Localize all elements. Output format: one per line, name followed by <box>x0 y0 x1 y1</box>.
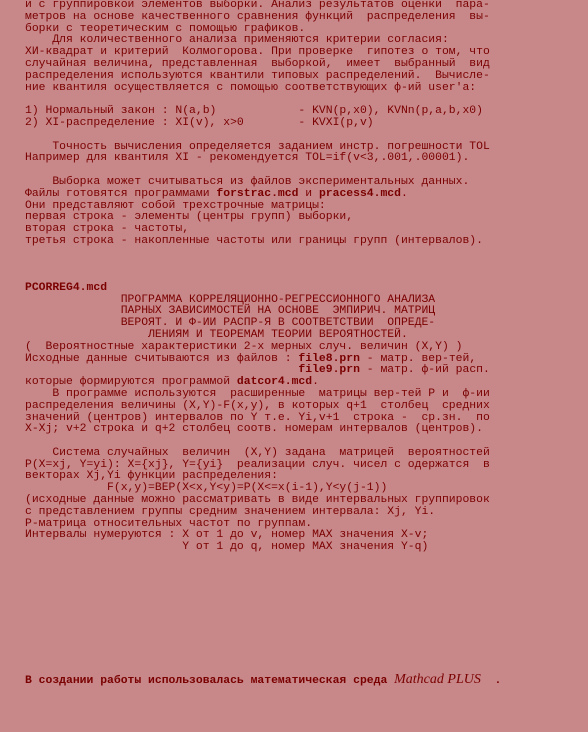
program-name-datcor4: datcor4.mcd <box>236 376 313 389</box>
text-line: (исходные данные можно рассматривать в виде интервальных группировок <box>25 494 490 507</box>
method-description-block <box>25 389 588 554</box>
intro-text-block <box>25 0 588 189</box>
text-line: Выборка может считываться из файлов экспериментальных данных. <box>25 175 470 188</box>
text-line: 2) XI-распределение : XI(v), x>0 - KVXI(p,v) <box>25 116 374 129</box>
text-line: Точность вычисления определяется заданием инстр. погрешности TOL <box>25 140 490 153</box>
text-line: распределения используются квантили типовых распределений. Вычисле- <box>25 69 490 82</box>
text-line: борки с теоретическим с помощью графиков. <box>25 22 306 35</box>
text-line: Они представляют собой трехстрочные матрицы: <box>25 199 326 212</box>
footer-period: . <box>480 675 502 687</box>
file9-line-desc: - матр. ф-ий расп. <box>359 364 490 377</box>
footer-credit <box>25 674 501 688</box>
file9-line-indent <box>25 364 298 376</box>
text-line: Для количественного анализа применяются критерии согласия: <box>25 34 449 47</box>
text-line: метров на основе качественного сравнения функций распределения вы- <box>25 10 490 23</box>
files-line-conjunction: и <box>298 187 319 200</box>
text-line: 1) Нормальный закон : N(a,b) - KVN(p,x0), KVNn(p,a,b,x0) <box>25 105 483 118</box>
text-line: ПРОГРАММА КОРРЕЛЯЦИОННО-РЕГРЕССИОННОГО АНАЛИЗА <box>25 293 436 306</box>
text-line: первая строка - элементы (центры групп) выборки, <box>25 211 354 224</box>
text-line: ВЕРОЯТ. И Ф-ИИ РАСПР-Я В СООТВЕТСТВИИ ОПРЕДЕ- <box>25 317 436 330</box>
text-line: X-Xj; v+2 строка и q+2 столбец соотв. номерам интервалов (центров). <box>25 423 483 436</box>
datcor-line-text: которые формируются программой <box>25 376 237 389</box>
file8-line-text: Исходные данные считываются из файлов : <box>25 352 299 365</box>
characteristics-line: ( Вероятностные характеристики 2-х мерных случ. величин (X,Y) ) <box>25 340 463 353</box>
text-line: F(x,y)=ВЕР(X<x,Y<y)=P(X<=x(i-1),Y<y(j-1)) <box>25 482 388 495</box>
text-line: ние квантиля осуществляется с помощью соответствующих ф-ий user'а: <box>25 81 477 94</box>
matrix-description-block <box>25 201 588 248</box>
text-line <box>25 130 588 142</box>
text-line: значений (центров) интервалов по Y т.е. Yi,v+1 строка - ср.зн. по <box>25 411 490 424</box>
footer-text: В создании работы использовалась математическая среда <box>25 675 395 687</box>
spacer <box>25 248 588 283</box>
file8-line-desc: - матр. вер-тей, <box>359 352 477 365</box>
text-line: Система случайных величин (X,Y) задана матрицей вероятностей <box>25 446 490 459</box>
file-name-file8: file8.prn <box>298 352 360 365</box>
text-line: третья строка - накопленные частоты или границы групп (интервалов). <box>25 234 483 247</box>
text-line: случайная величина, представленная выборкой, имеет выбранный вид <box>25 57 490 70</box>
text-line: XИ-квадрат и критерий Колмогорова. При проверке гипотез о том, что <box>25 46 490 59</box>
mathcad-brand: Mathcad PLUS <box>394 672 481 687</box>
program-name-forstrac: forstrac.mcd <box>216 187 299 200</box>
program-title: PCORREG4.mcd <box>25 281 108 294</box>
text-line: Интервалы нумеруются : X от 1 до v, номер MAX значения X-v; <box>25 529 429 542</box>
program-name-pracess4: pracess4.mcd <box>318 187 401 200</box>
text-line: и с группировкой элементов выборки. Анализ результатов оценки пара- <box>25 0 490 11</box>
text-line: векторах Xj,Yi функции распределения: <box>25 470 278 483</box>
text-line: P(X=xj, Y=yi): X={xj}, Y={yi} реализации случ. чисел с одержатся в <box>25 458 490 471</box>
files-line-text: Файлы готовятся программами <box>25 187 217 200</box>
text-line: В программе используются расширенные матрицы вер-тей P и ф-ии <box>25 387 490 400</box>
text-line: ЛЕНИЯМ И ТЕОРЕМАМ ТЕОРИИ ВЕРОЯТНОСТЕЙ. <box>25 328 408 341</box>
text-line: Например для квантиля XI - рекомендуется TOL=if(v<3,.001,.00001). <box>25 152 470 165</box>
text-line: распределения величины (X,Y)-F(x,y), в которых q+1 столбец средних <box>25 399 490 412</box>
file-name-file9: file9.prn <box>298 364 360 377</box>
text-line: с представлением группы средним значением интервала: Xj, Yi. <box>25 505 436 518</box>
files-line <box>25 189 588 201</box>
text-line: вторая строка - частоты, <box>25 223 190 236</box>
text-line: Y от 1 до q, номер MAX значения Y-q) <box>25 541 429 554</box>
files-line-period: . <box>400 187 408 200</box>
text-line: ПАРНЫХ ЗАВИСИМОСТЕЙ НА ОСНОВЕ ЭМПИРИЧ. МАТРИЦ <box>25 305 436 318</box>
datcor-line-period: . <box>312 376 319 389</box>
program-heading-block <box>25 295 588 342</box>
text-line: P-матрица относительных частот по группам. <box>25 517 313 530</box>
